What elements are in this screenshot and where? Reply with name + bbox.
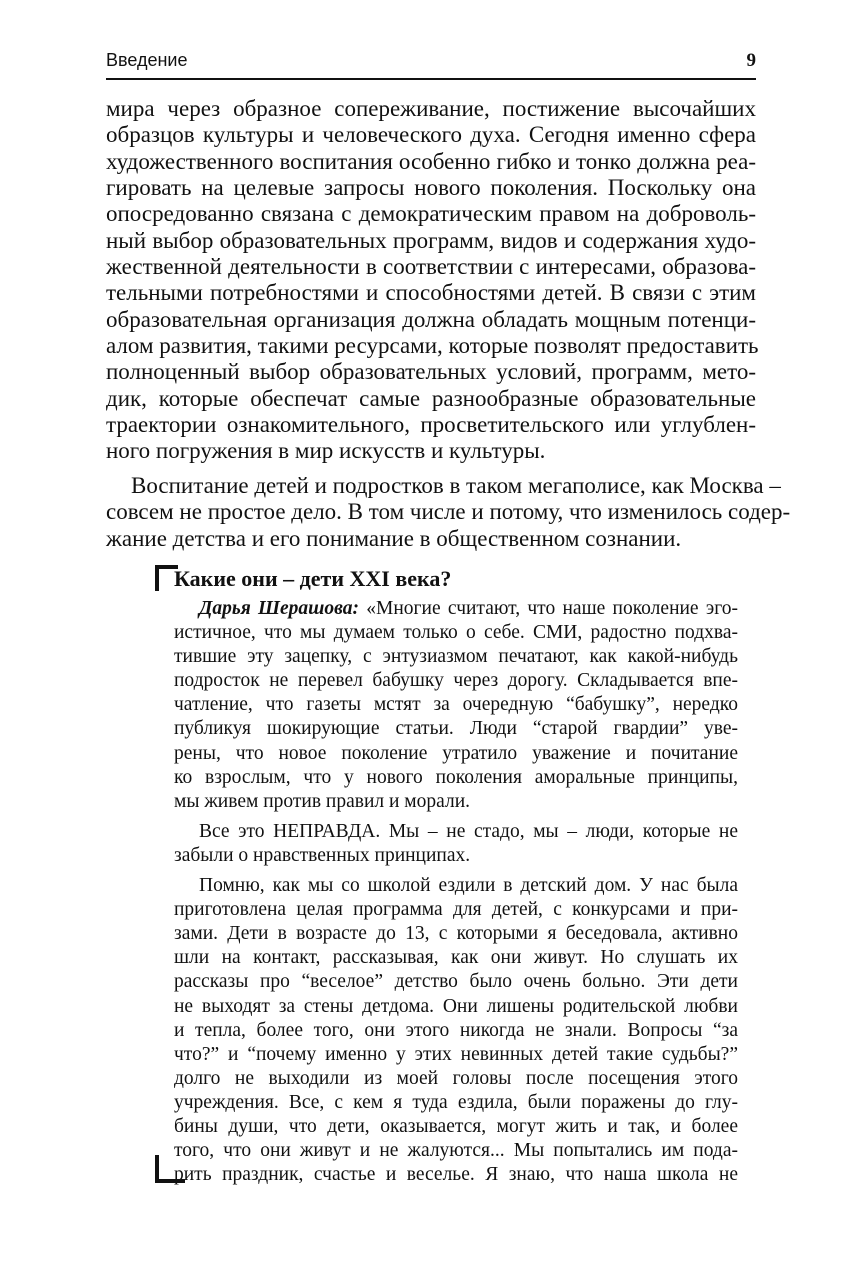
inset-title: Какие они – дети XXI века? <box>174 566 452 591</box>
text-line: тельными потребностями и способностями детей. В связи с этим <box>106 280 756 306</box>
text-line: рить праздник, счастье и веселье. Я знаю, что наша школа не <box>174 1164 738 1186</box>
text-line: жание детства и его понимание в общественном сознании. <box>106 525 682 551</box>
text-line: гировать на целевые запросы нового поколения. Поскольку она <box>106 175 756 201</box>
text-line: и тепла, более того, они этого никогда не знали. Вопросы “за <box>174 1019 738 1041</box>
section-title: Введение <box>106 50 188 70</box>
text-line: зами. Дети в возрасте до 13, с которыми я беседовала, активно <box>174 923 738 945</box>
text-line: дик, которые обеспечат самые разнообразные образовательные <box>106 385 756 411</box>
text-line: траектории ознакомительного, просветительского или углублен- <box>106 412 756 438</box>
text-line: забыли о нравственных принципах. <box>174 844 471 866</box>
text-line: истичное, что мы думаем только о себе. СМИ, радостно подхва- <box>174 622 738 644</box>
text-line: публикуя шокирующие статьи. Люди “старой гвардии” уве- <box>174 718 738 740</box>
text-line: приготовлена целая программа для детей, с конкурсами и при- <box>174 899 738 921</box>
text-line: мы живем против правил и морали. <box>174 790 471 812</box>
inset-paragraph-3 <box>174 874 738 1187</box>
text-line: подросток не перевел бабушку через дорогу. Складывается впе- <box>174 670 738 692</box>
text-line: ного погружения в мир искусств и культуры. <box>106 438 546 464</box>
main-text <box>106 96 791 552</box>
quote-start: «Многие считают, что наше поколение эго- <box>359 598 738 619</box>
inset-text <box>174 597 738 1187</box>
text-line: ко взрослым, что у нового поколения аморальные принципы, <box>174 766 738 788</box>
text-line: Все это НЕПРАВДА. Мы – не стадо, мы – люди, которые не <box>199 820 738 842</box>
text-line: образовательная организация должна обладать мощным потенци- <box>106 306 756 332</box>
text-line: полноценный выбор образовательных условий, программ, мето- <box>106 359 756 385</box>
text-line: Помню, как мы со школой ездили в детский дом. У нас была <box>199 875 738 897</box>
text-line: ный выбор образовательных программ, видов и содержания худо- <box>106 227 756 253</box>
running-header <box>106 48 756 80</box>
page-number: 9 <box>746 50 756 71</box>
author-name: Дарья Шерашова: <box>199 598 359 619</box>
text-line: совсем не простое дело. В том числе и потому, что изменилось содер- <box>106 499 791 525</box>
text-line: образцов культуры и человеческого духа. Сегодня именно сфера <box>106 122 756 148</box>
text-line: учреждения. Все, с кем я туда ездила, были поражены до глу- <box>174 1091 738 1113</box>
text-line: мира через образное сопереживание, постижение высочайших <box>106 96 756 121</box>
text-line: того, что они живут и не жалуются... Мы попытались им пода- <box>174 1140 738 1162</box>
text-line: чатление, что газеты мстят за очередную “бабушку”, нередко <box>174 694 738 716</box>
text-line: Воспитание детей и подростков в таком мегаполисе, как Москва – <box>131 472 781 498</box>
text-line <box>174 597 738 621</box>
text-line: рассказы про “веселое” детство было очень больно. Эти дети <box>174 971 738 993</box>
text-line: опосредованно связана с демократическим правом на доброволь- <box>106 201 756 227</box>
paragraph-2 <box>106 472 791 552</box>
text-line: долго не выходили из моей головы после посещения этого <box>174 1067 738 1089</box>
inset-paragraph-2 <box>174 820 738 868</box>
text-line: не выходят за стены детдома. Они лишены родительской любви <box>174 995 738 1017</box>
text-line: художественного воспитания особенно гибко и тонко должна реа- <box>106 148 756 174</box>
text-line: что?” и “почему именно у этих невинных детей такие судьбы?” <box>174 1043 738 1065</box>
text-line: шли на контакт, рассказывая, как они живут. Но слушать их <box>174 947 738 969</box>
text-line: жественной деятельности в соответствии с интересами, образова- <box>106 254 756 280</box>
text-line: алом развития, такими ресурсами, которые позволят предоставить <box>106 333 759 359</box>
text-line: бины души, что дети, оказывается, могут жить и так, и более <box>174 1115 738 1137</box>
text-line: тившие эту зацепку, с энтузиазмом печатают, как какой-нибудь <box>174 646 738 668</box>
inset-bracket-bottom <box>155 1155 185 1183</box>
paragraph-1 <box>106 96 759 465</box>
inset-paragraph-1 <box>174 597 738 814</box>
text-line: рены, что новое поколение утратило уважение и почитание <box>174 742 738 764</box>
